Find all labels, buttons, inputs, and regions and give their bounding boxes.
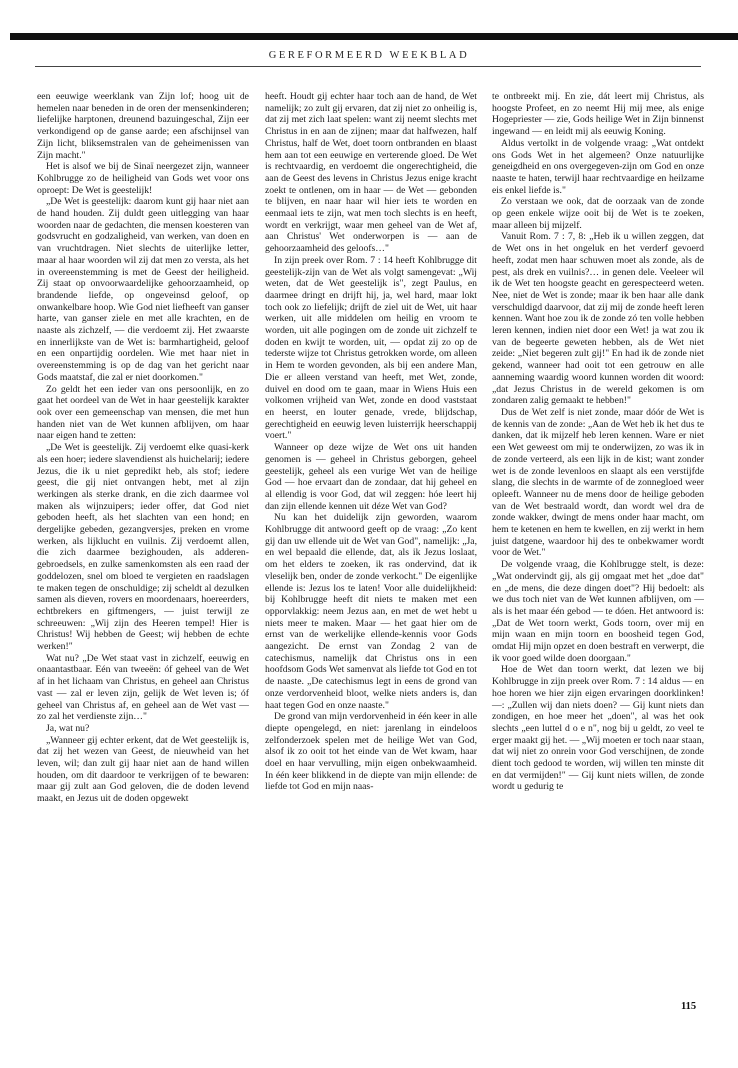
text-column-1 xyxy=(37,91,249,805)
paragraph: „Wanneer gij echter erkent, dat de Wet geestelijk is, dat zij het wezen van Geest, de nieuwheid van het leven, wil; dan zult gij haar niet aan de hand willen houden, om dit daardoor te verkrijgen of te bewaren: maar gij zult aan God geloven, die de doden levend maakt, en Jezus uit de doden opgewekt xyxy=(37,734,249,805)
running-header: GEREFORMEERD WEEKBLAD xyxy=(268,50,470,61)
paragraph: Wanneer op deze wijze de Wet ons uit handen genomen is — geheel in Christus geborgen, geheel geestelijk, geheel als een vurige Wet van de heilige God — hoe ervaart dan de zondaar, dat hij geheel en al ellendig is voor God, dat wil zeggen: hóe leert hij dan zijn ellende kennen uit déze Wet van God? xyxy=(265,442,477,512)
paragraph: heeft. Houdt gij echter haar toch aan de hand, de Wet namelijk; zo zult gij ervaren, dat zij niet zo onheilig is, dat zij met zich laat spelen: want zij neemt slechts met Christus in en aan de zijnen; maar dat halfwezen, half Christus, half de Wet, doet toorn ontbranden en blaast hem aan tot een eeuwige en verterende gloed. De Wet is rechtvaardig, en verdoemt die ongerechtigheid, die aan de Geest des levens in Christus Jezus enige kracht zoekt te ontlenen, om in haar — de Wet — gebonden te blijven, en naar haar wil hier iets te worden en eenmaal iets te zijn, wat men toch slechts is en heeft, wordt en verkrijgt, waar men geheel van de Wet af, aan Christus' Wet onderworpen is — aan de gehoorzaamheid des geloofs…" xyxy=(265,91,477,255)
paragraph: Zo geldt het een ieder van ons persoonlijk, en zo gaat het oordeel van de Wet in haar geestelijk karakter ook over een gemeenschap van mensen, die met hun handen niet van de Wet kunnen afblijven, om haar naar eigen hand te zetten: xyxy=(37,383,249,442)
paragraph: Het is alsof we bij de Sinaï neergezet zijn, wanneer Kohlbrugge zo de heiligheid van Gods wet voor ons oproept: De Wet is geestelijk! xyxy=(37,161,249,196)
paragraph: Dus de Wet zelf is niet zonde, maar dóór de Wet is de kennis van de zonde: „Aan de Wet heb ik het dus te danken, dat ik mijzelf heb leren kennen. Ware er niet een Wet geweest om mij te onderwijzen, zo was ik in de zonde verteerd, als een lijk in de kist; want zonder wet is de zonde levenloos en slaapt als een verstijfde slang, die slechts in de warmte of de zonnegloed weer opleeft. Wanneer nu de mens door de heilige geboden van de Wet bestraald wordt, dan wordt wel dra de zonde wakker, dwingt de mens onder haar macht, om hem te ketenen en hem te kwellen, en zij werkt in hem juist datgene, waardoor hij des te onbekwamer wordt voor de Wet." xyxy=(492,406,704,559)
text-column-2 xyxy=(265,91,477,793)
paragraph: Ja, wat nu? xyxy=(46,722,90,734)
paragraph: Aldus vertolkt in de volgende vraag: „Wat ontdekt ons Gods Wet in het algemeen? Onze natuurlijke geneigdheid en ons overgegeven-zijn om God en onze naaste te haten, terwijl haar rechtvaardige en heilzame eis enkel liefde is." xyxy=(492,137,704,196)
paragraph: In zijn preek over Rom. 7 : 14 heeft Kohlbrugge dit geestelijk-zijn van de Wet als volgt samengevat: „Wij weten, dat de Wet geestelijk is", zegt Paulus, en daarmee dringt en drijft hij, ja, wel hard, maar lokt toch ook zo liefelijk; drijft de ziel uit de Wet, uit haar werken, uit alle middelen om heilig en vroom te worden, uit alle pogingen om de zonde uit zichzelf te doden en kwijt te worden, uit, — opdat zij zo op de tederste wijze tot Christus getrokken worde, om alleen in Hem te worden gevonden, als bij een andere Man, Die er alleen verstand van heeft, met Wet, zonde, duivel en dood om te gaan, maar in Wiens Huis een volkomen vrijheid van Wet, zonde en dood vaststaat en heerst, en louter genade, vrede, blijdschap, gerechtigheid en eeuwig leven luisterrijk heerschappij voert." xyxy=(265,254,477,442)
paragraph: De grond van mijn verdorvenheid in één keer in alle diepte opengelegd, en niet: jarenlang in eindeloos zelfonderzoek spelen met de heilige Wet van God, alsof ik zo ooit tot het einde van de Wet kwam, haar doel en haar vervulling, mijn eigen onbekwaamheid. In één keer blikkend in de diepte van mijn ellende: de liefde tot God en mijn naas- xyxy=(265,711,477,793)
header-rule xyxy=(35,66,701,67)
paragraph: Wat nu? „De Wet staat vast in zichzelf, eeuwig en onaantastbaar. Eén van tweeën: óf geheel van de Wet af in het lichaam van Christus, en geheel aan Christus vast — zal er leven zijn, gelijk de Wet leven is; óf geheel van Christus af, en geheel aan de Wet vast — zo zal het verdienste zijn…" xyxy=(37,652,249,723)
paragraph: Hoe de Wet dan toorn werkt, dat lezen we bij Kohlbrugge in zijn preek over Rom. 7 : 14 aldus — en hoe horen we hier zijn eigen ervaringen doorklinken! —: „Zullen wij dan niets doen? — Gij kunt niets dan zondigen, en hoe meer het „doen", al was het ook slechts „een luttel d o e n", nog bij u geldt, zo veel te erger maakt gij het. — „Wij moeten er toch naar staan, dat wij niet zo onrein voor God verschijnen, de zonde dient toch gedood te worden, wij willen ten minste dit en dat vermijden!" — Gij kunt niets willen, de zonde wordt u gedurig te xyxy=(492,664,704,793)
text-column-3 xyxy=(492,91,704,793)
paragraph: De volgende vraag, die Kohlbrugge stelt, is deze: „Wat ondervindt gij, als gij omgaat met het „doe dat" en „de mens, die deze dingen doet"? Hij bedoelt: als we dus toch niet van de Wet kunnen afblijven, om — als is het maar één gebod — te dóen. Het antwoord is: „Dat de Wet toorn werkt, Gods toorn, over mij en mijn waan en mijn toorn en boosheid tegen God, omdat Hij mijn opzet en doen bestraft en verwerpt, die ik voor goed wilde doen doorgaan." xyxy=(492,559,704,664)
paragraph: een eeuwige weerklank van Zijn lof; hoog uit de hemelen naar beneden in de oren der mensenkinderen; liefelijke harptonen, dreunend bazuingeschal, Zijn eer verkondigend op de ganse aarde; een afschijnsel van Zijn licht, bliksemstralen van de geheimenissen van Zijn macht." xyxy=(37,91,249,161)
paragraph: „De Wet is geestelijk: daarom kunt gij haar niet aan de hand houden. Zij duldt geen uitlegging van haar woorden naar de gedachten, die mensen koesteren van godsvrucht en godzaligheid, van werken, van doen en van vruchtdragen. Niet slechts de uiterlijke letter, maar al haar woorden wil zij dat men zo versta, als het in overeenstemming is met de Geest der heiligheid. Zij staat op onvoorwaardelijke gehoorzaamheid, op brandende liefde, op ongeveinsd geloof, op onwankelbare hoop. Wie God niet liefheeft van ganser harte, van ganser ziele en met alle krachten, en de naaste als zichzelf, — die verdoemt zij. Het zwaarste en innerlijkste van de Wet is: barmhartigheid, geloof en een onpartijdig oordelen. Wie met haar niet in overeenstemming is op de dag van het gericht naar Gods maatstaf, die zal er niet doorkomen." xyxy=(37,196,249,383)
paragraph: Nu kan het duidelijk zijn geworden, waarom Kohlbrugge dit antwoord geeft op de vraag: „Zo kent gij dan uw ellende uit de Wet van God", namelijk: „Ja, en wel bepaald die ellende, dat, als ik Jezus loslaat, om het elders te zoeken, ik ras ondervind, dat ik vleselijk ben, onder de zonde verkocht." De eigenlijke ellende is: Jezus los te laten! Voor alle duidelijkheid: bij Kohlbrugge heeft dit niets te maken met een opporvlakkig: neem Jezus aan, en met de wet hebt u niets meer te maken. Maar — het gaat hier om de ernst van de werkelijke ellende-kennis voor Gods aangezicht. De ernst van Zondag 2 van de catechismus, namelijk dat Christus ons in een hoofdsom Gods Wet samenvat als liefde tot God en tot de naaste. „De catechismus legt in eens de grond van onze verdorvenheid bloot, welke niets anders is, dan haat tegen God en onze naaste." xyxy=(265,512,477,711)
paragraph: Zo verstaan we ook, dat de oorzaak van de zonde op geen enkele wijze ooit bij de Wet is te zoeken, maar alleen bij mijzelf. xyxy=(492,196,704,231)
paragraph: te ontbreekt mij. En zie, dát leert mij Christus, als hoogste Profeet, en zo neemt Hij mij mee, als enige Hogepriester — zie, Gods heilige Wet in Zijn binnenst ingewand — en leidt mij als eeuwig Koning. xyxy=(492,91,704,138)
paragraph: „De Wet is geestelijk. Zij verdoemt elke quasi-kerk als een hoer; iedere slavendienst als huichelarij; iedere Jezus, die ik u niet gepredikt heb, als stof; iedere geest, die gij niet ontvangen hebt, met al zijn werkingen als sterke drank, en die zich daarmee vol maken als wijnzuipers; ieder offer, dat God niet geboden heeft, als het slachten van een hond; en dergelijke gebeden, gezangversjes, preken en vrome werken, als lijklucht en vuilnis. Zij verdoemt allen, die zich daarmee bezighouden, als adderen-gebroedsels, en zulke samenkomsten als een raad der goddelozen, snel om bloed te vergieten en raadslagen te maken tegen de onschuldige; zij scheldt al dezulken samen als dieven, rovers en moordenaars, hoereerders, echtbrekers en giftmengers, — juist terwijl ze schreeuwen: „Wij zijn des Heeren tempel! Hier is Christus! Wij hebben de Geest; wij hebben de echte werken!" xyxy=(37,442,249,653)
paragraph: Vanuit Rom. 7 : 7, 8: „Heb ik u willen zeggen, dat de Wet ons in het ongeluk en het verderf gevoerd heeft, zodat men haar schuwen moet als zonde, als de pest, als drek en vuilnis?… in genen dele. Veeleer wil ik de Wet ten hoogste geacht en gerespecteerd weten. Nee, niet de Wet is zonde; maar ik ben haar alle dank verschuldigd daarvoor, dat zij mij de zonde heeft leren kennen. Want hoe zou ik de zonde zó ten volle hebben leren kennen, indien niet door een Wet! ja wat zou ik van de begeerte geweten hebben, als de Wet niet zeide: „Niet begeren zult gij!" En had ik de zonde niet gekend, wanneer had ooit tot een getrouw en alle aanneming waardig woord kunnen worden dit woord: „dat Jezus Christus in de wereld gekomen is om zondaren zalig gemaakt te hebben!" xyxy=(492,231,704,407)
page-number: 115 xyxy=(681,1001,697,1012)
top-black-bar xyxy=(10,33,738,40)
